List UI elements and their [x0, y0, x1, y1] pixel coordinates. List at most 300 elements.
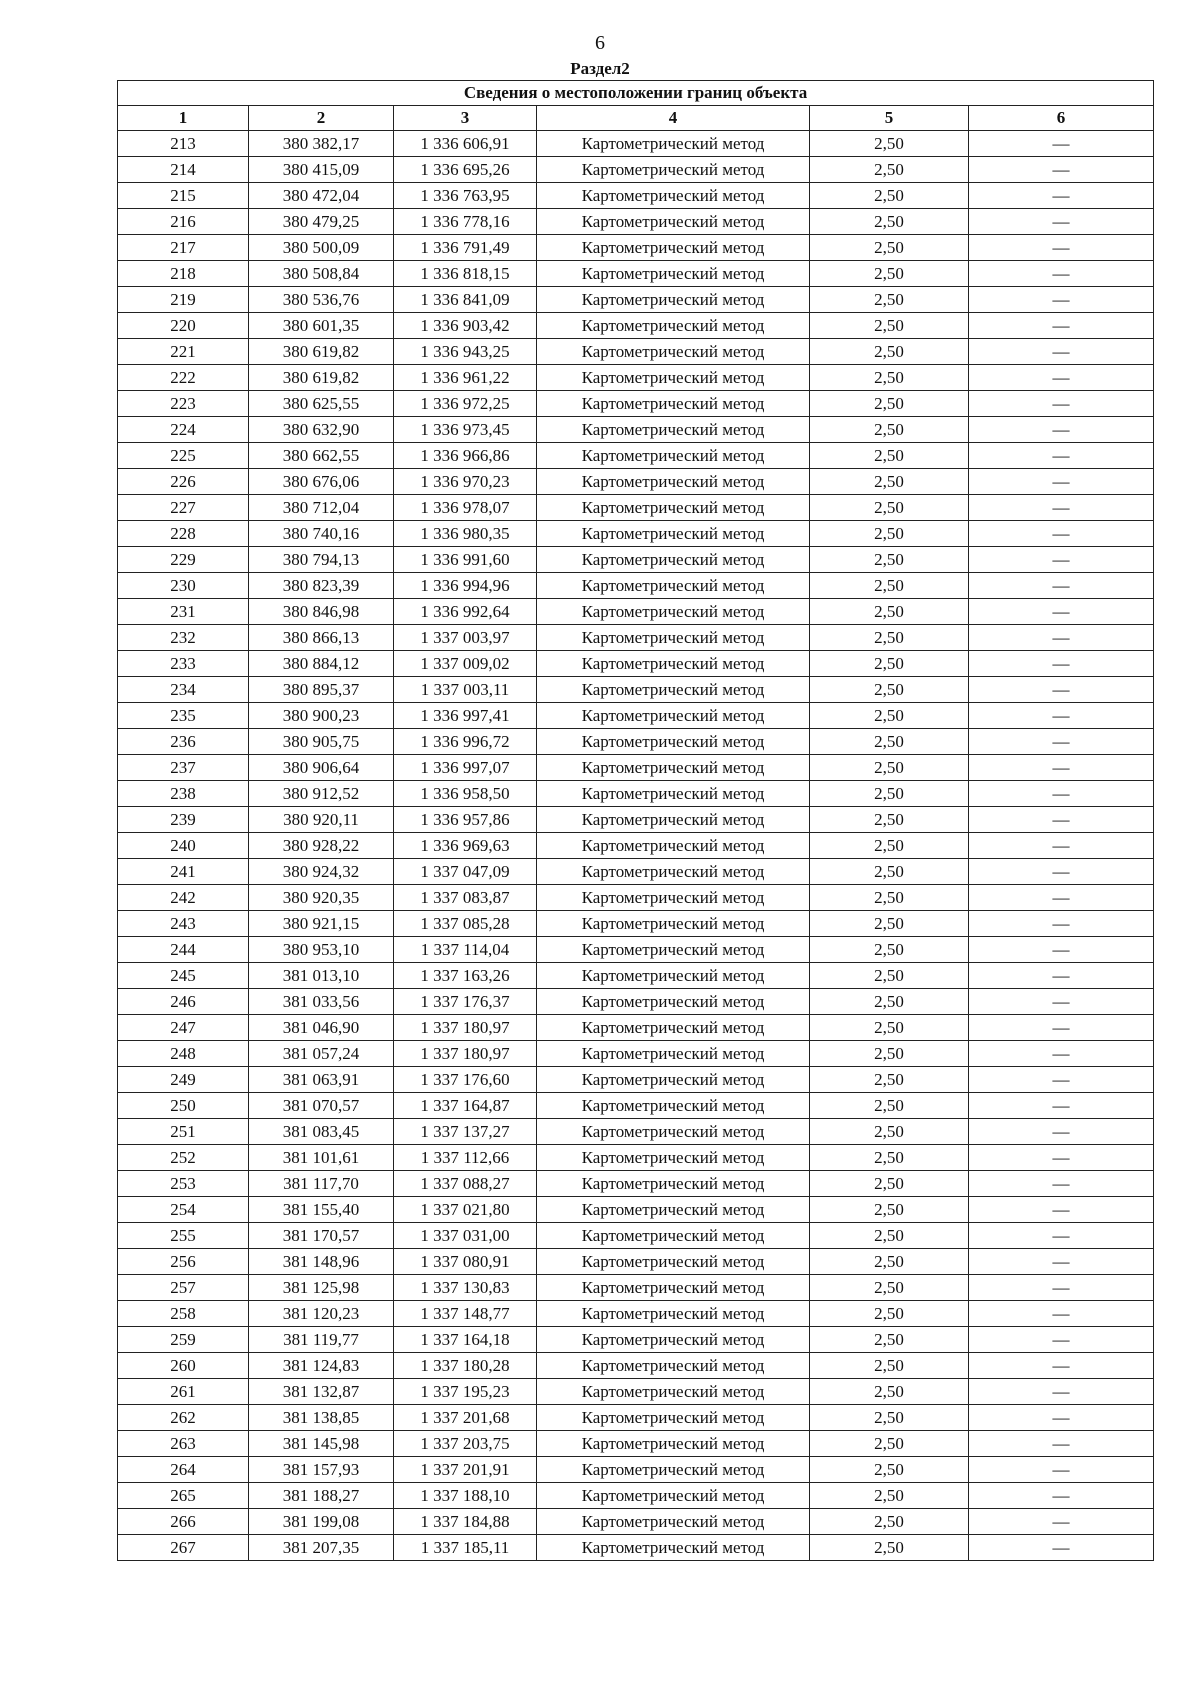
description-cell: — [969, 937, 1154, 963]
description-cell: — [969, 1015, 1154, 1041]
table-row [118, 1171, 1154, 1197]
point-number-cell: 226 [118, 469, 249, 495]
description-cell: — [969, 963, 1154, 989]
y-coordinate-cell: 1 336 695,26 [394, 157, 537, 183]
y-coordinate-cell: 1 336 970,23 [394, 469, 537, 495]
x-coordinate-cell: 380 905,75 [249, 729, 394, 755]
y-coordinate-cell: 1 337 201,91 [394, 1457, 537, 1483]
method-cell: Картометрический метод [537, 1119, 810, 1145]
description-cell: — [969, 1353, 1154, 1379]
table-row [118, 1483, 1154, 1509]
description-cell: — [969, 755, 1154, 781]
description-cell: — [969, 625, 1154, 651]
x-coordinate-cell: 381 132,87 [249, 1379, 394, 1405]
table-row [118, 131, 1154, 157]
method-cell: Картометрический метод [537, 703, 810, 729]
description-cell: — [969, 521, 1154, 547]
method-cell: Картометрический метод [537, 1535, 810, 1561]
point-number-cell: 251 [118, 1119, 249, 1145]
x-coordinate-cell: 380 895,37 [249, 677, 394, 703]
method-cell: Картометрический метод [537, 1015, 810, 1041]
accuracy-cell: 2,50 [810, 1041, 969, 1067]
method-cell: Картометрический метод [537, 287, 810, 313]
description-cell: — [969, 209, 1154, 235]
method-cell: Картометрический метод [537, 1223, 810, 1249]
description-cell: — [969, 365, 1154, 391]
description-cell: — [969, 1223, 1154, 1249]
method-cell: Картометрический метод [537, 495, 810, 521]
x-coordinate-cell: 381 046,90 [249, 1015, 394, 1041]
accuracy-cell: 2,50 [810, 417, 969, 443]
description-cell: — [969, 391, 1154, 417]
column-number-row [118, 106, 1154, 131]
method-cell: Картометрический метод [537, 1067, 810, 1093]
table-row [118, 859, 1154, 885]
x-coordinate-cell: 380 508,84 [249, 261, 394, 287]
x-coordinate-cell: 380 619,82 [249, 365, 394, 391]
table-row [118, 521, 1154, 547]
method-cell: Картометрический метод [537, 1327, 810, 1353]
accuracy-cell: 2,50 [810, 703, 969, 729]
table-row [118, 469, 1154, 495]
description-cell: — [969, 677, 1154, 703]
x-coordinate-cell: 381 119,77 [249, 1327, 394, 1353]
point-number-cell: 250 [118, 1093, 249, 1119]
method-cell: Картометрический метод [537, 573, 810, 599]
table-row [118, 1223, 1154, 1249]
y-coordinate-cell: 1 337 184,88 [394, 1509, 537, 1535]
y-coordinate-cell: 1 337 176,37 [394, 989, 537, 1015]
description-cell: — [969, 1509, 1154, 1535]
method-cell: Картометрический метод [537, 521, 810, 547]
method-cell: Картометрический метод [537, 1275, 810, 1301]
description-cell: — [969, 1379, 1154, 1405]
table-row [118, 261, 1154, 287]
table-row [118, 547, 1154, 573]
point-number-cell: 243 [118, 911, 249, 937]
point-number-cell: 255 [118, 1223, 249, 1249]
table-row [118, 911, 1154, 937]
accuracy-cell: 2,50 [810, 1379, 969, 1405]
point-number-cell: 252 [118, 1145, 249, 1171]
accuracy-cell: 2,50 [810, 391, 969, 417]
point-number-cell: 237 [118, 755, 249, 781]
description-cell: — [969, 651, 1154, 677]
accuracy-cell: 2,50 [810, 365, 969, 391]
y-coordinate-cell: 1 337 185,11 [394, 1535, 537, 1561]
column-number: 3 [394, 106, 537, 131]
table-row [118, 807, 1154, 833]
y-coordinate-cell: 1 336 980,35 [394, 521, 537, 547]
method-cell: Картометрический метод [537, 833, 810, 859]
x-coordinate-cell: 380 921,15 [249, 911, 394, 937]
accuracy-cell: 2,50 [810, 599, 969, 625]
accuracy-cell: 2,50 [810, 235, 969, 261]
x-coordinate-cell: 381 057,24 [249, 1041, 394, 1067]
y-coordinate-cell: 1 337 180,97 [394, 1015, 537, 1041]
point-number-cell: 267 [118, 1535, 249, 1561]
y-coordinate-cell: 1 336 991,60 [394, 547, 537, 573]
accuracy-cell: 2,50 [810, 651, 969, 677]
point-number-cell: 265 [118, 1483, 249, 1509]
method-cell: Картометрический метод [537, 1509, 810, 1535]
method-cell: Картометрический метод [537, 963, 810, 989]
method-cell: Картометрический метод [537, 1457, 810, 1483]
accuracy-cell: 2,50 [810, 261, 969, 287]
table-row [118, 937, 1154, 963]
method-cell: Картометрический метод [537, 651, 810, 677]
x-coordinate-cell: 381 083,45 [249, 1119, 394, 1145]
y-coordinate-cell: 1 337 083,87 [394, 885, 537, 911]
description-cell: — [969, 443, 1154, 469]
table-row [118, 495, 1154, 521]
method-cell: Картометрический метод [537, 261, 810, 287]
accuracy-cell: 2,50 [810, 157, 969, 183]
point-number-cell: 249 [118, 1067, 249, 1093]
y-coordinate-cell: 1 337 195,23 [394, 1379, 537, 1405]
method-cell: Картометрический метод [537, 1197, 810, 1223]
table-row [118, 1353, 1154, 1379]
table-row [118, 313, 1154, 339]
method-cell: Картометрический метод [537, 1353, 810, 1379]
method-cell: Картометрический метод [537, 1483, 810, 1509]
accuracy-cell: 2,50 [810, 573, 969, 599]
point-number-cell: 221 [118, 339, 249, 365]
accuracy-cell: 2,50 [810, 1223, 969, 1249]
y-coordinate-cell: 1 337 114,04 [394, 937, 537, 963]
table-row [118, 391, 1154, 417]
method-cell: Картометрический метод [537, 1093, 810, 1119]
table-row [118, 287, 1154, 313]
x-coordinate-cell: 380 900,23 [249, 703, 394, 729]
y-coordinate-cell: 1 337 180,28 [394, 1353, 537, 1379]
x-coordinate-cell: 381 125,98 [249, 1275, 394, 1301]
x-coordinate-cell: 380 884,12 [249, 651, 394, 677]
y-coordinate-cell: 1 337 009,02 [394, 651, 537, 677]
table-row [118, 1405, 1154, 1431]
table-row [118, 755, 1154, 781]
accuracy-cell: 2,50 [810, 677, 969, 703]
table-row [118, 989, 1154, 1015]
point-number-cell: 266 [118, 1509, 249, 1535]
method-cell: Картометрический метод [537, 1249, 810, 1275]
method-cell: Картометрический метод [537, 885, 810, 911]
description-cell: — [969, 1119, 1154, 1145]
y-coordinate-cell: 1 336 791,49 [394, 235, 537, 261]
table-row [118, 1301, 1154, 1327]
y-coordinate-cell: 1 337 021,80 [394, 1197, 537, 1223]
table-row [118, 1067, 1154, 1093]
accuracy-cell: 2,50 [810, 547, 969, 573]
description-cell: — [969, 781, 1154, 807]
method-cell: Картометрический метод [537, 989, 810, 1015]
point-number-cell: 234 [118, 677, 249, 703]
method-cell: Картометрический метод [537, 859, 810, 885]
table-row [118, 781, 1154, 807]
method-cell: Картометрический метод [537, 391, 810, 417]
description-cell: — [969, 261, 1154, 287]
section-title: Раздел2 [570, 59, 630, 78]
method-cell: Картометрический метод [537, 625, 810, 651]
accuracy-cell: 2,50 [810, 1509, 969, 1535]
description-cell: — [969, 131, 1154, 157]
table-row [118, 1379, 1154, 1405]
x-coordinate-cell: 381 148,96 [249, 1249, 394, 1275]
method-cell: Картометрический метод [537, 547, 810, 573]
table-row [118, 703, 1154, 729]
point-number-cell: 227 [118, 495, 249, 521]
description-cell: — [969, 1327, 1154, 1353]
method-cell: Картометрический метод [537, 599, 810, 625]
description-cell: — [969, 417, 1154, 443]
point-number-cell: 248 [118, 1041, 249, 1067]
x-coordinate-cell: 381 120,23 [249, 1301, 394, 1327]
accuracy-cell: 2,50 [810, 1405, 969, 1431]
table-row [118, 573, 1154, 599]
page-number: 6 [595, 32, 605, 54]
description-cell: — [969, 1249, 1154, 1275]
y-coordinate-cell: 1 337 164,18 [394, 1327, 537, 1353]
x-coordinate-cell: 380 479,25 [249, 209, 394, 235]
table-row [118, 1275, 1154, 1301]
y-coordinate-cell: 1 336 841,09 [394, 287, 537, 313]
point-number-cell: 253 [118, 1171, 249, 1197]
table-row [118, 625, 1154, 651]
y-coordinate-cell: 1 336 997,07 [394, 755, 537, 781]
table-row [118, 209, 1154, 235]
accuracy-cell: 2,50 [810, 339, 969, 365]
y-coordinate-cell: 1 337 130,83 [394, 1275, 537, 1301]
x-coordinate-cell: 381 170,57 [249, 1223, 394, 1249]
y-coordinate-cell: 1 337 031,00 [394, 1223, 537, 1249]
x-coordinate-cell: 381 063,91 [249, 1067, 394, 1093]
accuracy-cell: 2,50 [810, 1275, 969, 1301]
accuracy-cell: 2,50 [810, 1067, 969, 1093]
table-row [118, 1119, 1154, 1145]
description-cell: — [969, 833, 1154, 859]
description-cell: — [969, 807, 1154, 833]
method-cell: Картометрический метод [537, 1145, 810, 1171]
y-coordinate-cell: 1 336 978,07 [394, 495, 537, 521]
table-row [118, 1015, 1154, 1041]
accuracy-cell: 2,50 [810, 521, 969, 547]
x-coordinate-cell: 381 138,85 [249, 1405, 394, 1431]
accuracy-cell: 2,50 [810, 443, 969, 469]
y-coordinate-cell: 1 337 164,87 [394, 1093, 537, 1119]
y-coordinate-cell: 1 336 818,15 [394, 261, 537, 287]
table-row [118, 339, 1154, 365]
table-body [118, 131, 1154, 1561]
table-row [118, 885, 1154, 911]
table-row [118, 1431, 1154, 1457]
description-cell: — [969, 1301, 1154, 1327]
description-cell: — [969, 885, 1154, 911]
method-cell: Картометрический метод [537, 365, 810, 391]
table-row [118, 183, 1154, 209]
point-number-cell: 225 [118, 443, 249, 469]
point-number-cell: 236 [118, 729, 249, 755]
table-row [118, 1327, 1154, 1353]
x-coordinate-cell: 380 500,09 [249, 235, 394, 261]
point-number-cell: 254 [118, 1197, 249, 1223]
table-row [118, 963, 1154, 989]
x-coordinate-cell: 381 033,56 [249, 989, 394, 1015]
method-cell: Картометрический метод [537, 339, 810, 365]
table-row [118, 1041, 1154, 1067]
x-coordinate-cell: 381 207,35 [249, 1535, 394, 1561]
point-number-cell: 242 [118, 885, 249, 911]
accuracy-cell: 2,50 [810, 1171, 969, 1197]
boundary-coordinates-table [117, 80, 1154, 1561]
point-number-cell: 264 [118, 1457, 249, 1483]
point-number-cell: 223 [118, 391, 249, 417]
table-row [118, 443, 1154, 469]
table-row [118, 235, 1154, 261]
accuracy-cell: 2,50 [810, 131, 969, 157]
description-cell: — [969, 989, 1154, 1015]
x-coordinate-cell: 381 155,40 [249, 1197, 394, 1223]
y-coordinate-cell: 1 336 972,25 [394, 391, 537, 417]
table-row [118, 833, 1154, 859]
accuracy-cell: 2,50 [810, 1483, 969, 1509]
accuracy-cell: 2,50 [810, 885, 969, 911]
x-coordinate-cell: 380 625,55 [249, 391, 394, 417]
x-coordinate-cell: 380 601,35 [249, 313, 394, 339]
table-row [118, 1457, 1154, 1483]
description-cell: — [969, 1275, 1154, 1301]
x-coordinate-cell: 380 906,64 [249, 755, 394, 781]
y-coordinate-cell: 1 337 080,91 [394, 1249, 537, 1275]
method-cell: Картометрический метод [537, 209, 810, 235]
accuracy-cell: 2,50 [810, 1301, 969, 1327]
y-coordinate-cell: 1 336 997,41 [394, 703, 537, 729]
accuracy-cell: 2,50 [810, 1145, 969, 1171]
x-coordinate-cell: 380 920,11 [249, 807, 394, 833]
point-number-cell: 233 [118, 651, 249, 677]
accuracy-cell: 2,50 [810, 287, 969, 313]
method-cell: Картометрический метод [537, 1041, 810, 1067]
y-coordinate-cell: 1 336 763,95 [394, 183, 537, 209]
y-coordinate-cell: 1 337 112,66 [394, 1145, 537, 1171]
accuracy-cell: 2,50 [810, 755, 969, 781]
description-cell: — [969, 495, 1154, 521]
x-coordinate-cell: 381 070,57 [249, 1093, 394, 1119]
y-coordinate-cell: 1 337 137,27 [394, 1119, 537, 1145]
accuracy-cell: 2,50 [810, 807, 969, 833]
x-coordinate-cell: 380 536,76 [249, 287, 394, 313]
point-number-cell: 257 [118, 1275, 249, 1301]
table-row [118, 1535, 1154, 1561]
description-cell: — [969, 1067, 1154, 1093]
method-cell: Картометрический метод [537, 911, 810, 937]
table-row [118, 677, 1154, 703]
table-row [118, 157, 1154, 183]
y-coordinate-cell: 1 337 201,68 [394, 1405, 537, 1431]
method-cell: Картометрический метод [537, 313, 810, 339]
accuracy-cell: 2,50 [810, 781, 969, 807]
method-cell: Картометрический метод [537, 1171, 810, 1197]
method-cell: Картометрический метод [537, 677, 810, 703]
y-coordinate-cell: 1 336 961,22 [394, 365, 537, 391]
x-coordinate-cell: 380 920,35 [249, 885, 394, 911]
method-cell: Картометрический метод [537, 157, 810, 183]
table-row [118, 365, 1154, 391]
y-coordinate-cell: 1 337 203,75 [394, 1431, 537, 1457]
method-cell: Картометрический метод [537, 1405, 810, 1431]
x-coordinate-cell: 380 712,04 [249, 495, 394, 521]
accuracy-cell: 2,50 [810, 989, 969, 1015]
point-number-cell: 222 [118, 365, 249, 391]
column-number: 5 [810, 106, 969, 131]
x-coordinate-cell: 380 662,55 [249, 443, 394, 469]
x-coordinate-cell: 380 953,10 [249, 937, 394, 963]
y-coordinate-cell: 1 337 003,97 [394, 625, 537, 651]
method-cell: Картометрический метод [537, 1379, 810, 1405]
point-number-cell: 262 [118, 1405, 249, 1431]
y-coordinate-cell: 1 337 148,77 [394, 1301, 537, 1327]
accuracy-cell: 2,50 [810, 313, 969, 339]
accuracy-cell: 2,50 [810, 911, 969, 937]
table-caption-row [118, 81, 1154, 106]
accuracy-cell: 2,50 [810, 1249, 969, 1275]
y-coordinate-cell: 1 336 996,72 [394, 729, 537, 755]
x-coordinate-cell: 380 415,09 [249, 157, 394, 183]
x-coordinate-cell: 380 924,32 [249, 859, 394, 885]
method-cell: Картометрический метод [537, 1301, 810, 1327]
table-row [118, 651, 1154, 677]
y-coordinate-cell: 1 336 973,45 [394, 417, 537, 443]
point-number-cell: 244 [118, 937, 249, 963]
description-cell: — [969, 911, 1154, 937]
method-cell: Картометрический метод [537, 729, 810, 755]
description-cell: — [969, 547, 1154, 573]
x-coordinate-cell: 381 101,61 [249, 1145, 394, 1171]
description-cell: — [969, 1171, 1154, 1197]
description-cell: — [969, 1457, 1154, 1483]
y-coordinate-cell: 1 337 180,97 [394, 1041, 537, 1067]
description-cell: — [969, 599, 1154, 625]
y-coordinate-cell: 1 336 969,63 [394, 833, 537, 859]
x-coordinate-cell: 380 794,13 [249, 547, 394, 573]
point-number-cell: 220 [118, 313, 249, 339]
method-cell: Картометрический метод [537, 443, 810, 469]
point-number-cell: 263 [118, 1431, 249, 1457]
method-cell: Картометрический метод [537, 469, 810, 495]
description-cell: — [969, 1197, 1154, 1223]
method-cell: Картометрический метод [537, 183, 810, 209]
description-cell: — [969, 183, 1154, 209]
point-number-cell: 240 [118, 833, 249, 859]
y-coordinate-cell: 1 336 778,16 [394, 209, 537, 235]
y-coordinate-cell: 1 336 903,42 [394, 313, 537, 339]
x-coordinate-cell: 381 157,93 [249, 1457, 394, 1483]
y-coordinate-cell: 1 336 957,86 [394, 807, 537, 833]
point-number-cell: 214 [118, 157, 249, 183]
accuracy-cell: 2,50 [810, 1535, 969, 1561]
table-row [118, 417, 1154, 443]
point-number-cell: 215 [118, 183, 249, 209]
column-number: 6 [969, 106, 1154, 131]
y-coordinate-cell: 1 337 176,60 [394, 1067, 537, 1093]
y-coordinate-cell: 1 337 163,26 [394, 963, 537, 989]
table-caption: Сведения о местоположении границ объекта [118, 81, 1154, 106]
y-coordinate-cell: 1 336 606,91 [394, 131, 537, 157]
description-cell: — [969, 1431, 1154, 1457]
table-row [118, 1197, 1154, 1223]
point-number-cell: 246 [118, 989, 249, 1015]
x-coordinate-cell: 380 912,52 [249, 781, 394, 807]
point-number-cell: 213 [118, 131, 249, 157]
